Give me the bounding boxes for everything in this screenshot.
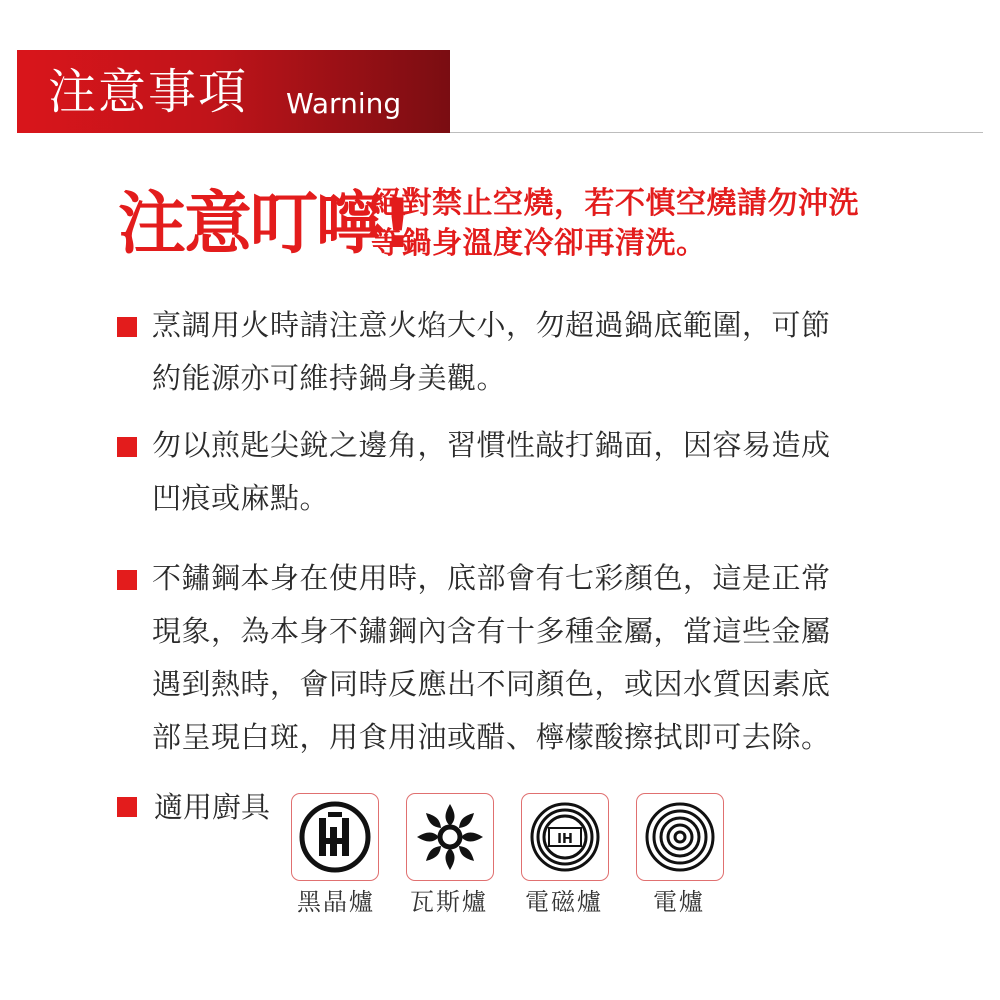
bullet-square bbox=[117, 317, 137, 337]
note-line: 約能源亦可維持鍋身美觀。 bbox=[152, 361, 507, 395]
note-line: 現象，為本身不鏽鋼內含有十多種金屬，當這些金屬 bbox=[152, 614, 831, 648]
page-subtitle: Warning bbox=[286, 87, 402, 120]
cookware-name-induction: 電磁爐 bbox=[525, 888, 603, 916]
page-title: 注意事項 bbox=[48, 64, 249, 120]
cookware-name-electric: 電爐 bbox=[653, 888, 705, 916]
cookware-label: 適用廚具 bbox=[154, 790, 271, 824]
induction-cooktop-icon bbox=[521, 793, 609, 881]
caution-line-1: 絕對禁止空燒，若不慎空燒請勿沖洗 bbox=[371, 186, 859, 221]
caution-heading: 注意叮嚀! bbox=[118, 185, 412, 264]
note-3 bbox=[152, 552, 872, 764]
header-divider bbox=[450, 132, 983, 133]
electric-stove-icon bbox=[636, 793, 724, 881]
cookware-name-gas: 瓦斯爐 bbox=[410, 888, 488, 916]
svg-text:IH: IH bbox=[557, 832, 573, 847]
note-line: 部呈現白斑，用食用油或醋、檸檬酸擦拭即可去除。 bbox=[152, 720, 831, 754]
bullet-square bbox=[117, 797, 137, 817]
note-2 bbox=[152, 419, 872, 525]
cookware-name-ceramic: 黑晶爐 bbox=[297, 888, 375, 916]
bullet-square bbox=[117, 570, 137, 590]
gas-stove-icon bbox=[406, 793, 494, 881]
bullet-square bbox=[117, 437, 137, 457]
note-line: 不鏽鋼本身在使用時，底部會有七彩顏色，這是正常 bbox=[152, 561, 831, 595]
note-line: 遇到熱時，會同時反應出不同顏色，或因水質因素底 bbox=[152, 667, 831, 701]
note-line: 烹調用火時請注意火焰大小，勿超過鍋底範圍，可節 bbox=[152, 308, 831, 342]
note-line: 凹痕或麻點。 bbox=[152, 481, 330, 515]
note-line: 勿以煎匙尖銳之邊角，習慣性敲打鍋面，因容易造成 bbox=[152, 428, 831, 462]
ceramic-cooktop-icon bbox=[291, 793, 379, 881]
caution-line-2: 等鍋身溫度冷卻再清洗。 bbox=[371, 226, 707, 261]
note-1 bbox=[152, 299, 872, 405]
